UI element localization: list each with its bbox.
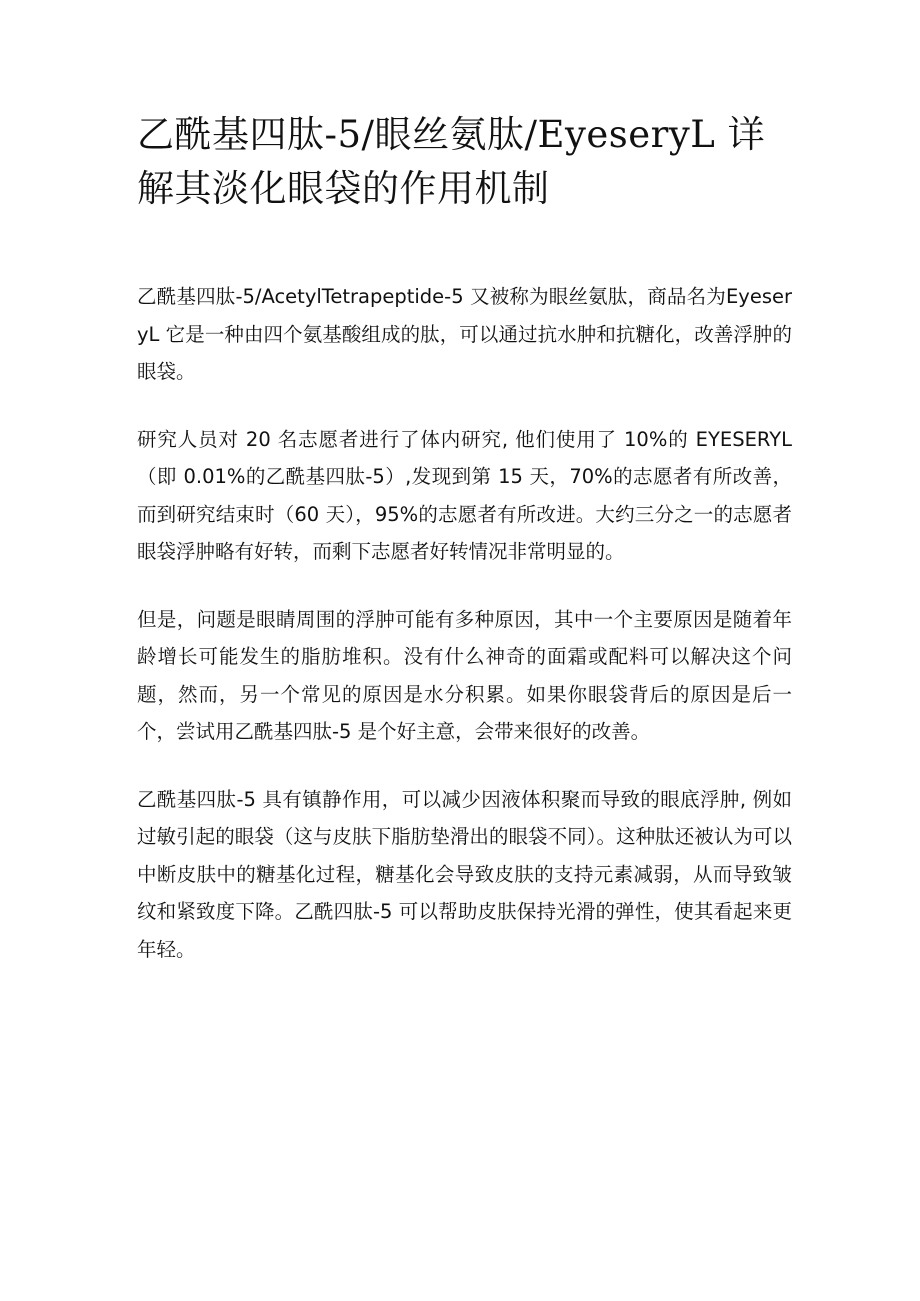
paragraph-study: 研究人员对 20 名志愿者进行了体内研究, 他们使用了 10%的 EYESERYL（即 0.01%的乙酰基四肽-5）,发现到第 15 天，70%的志愿者有所改善，而到研究结束时（60 天），95%的志愿者有所改进。大约三分之一的志愿者眼袋浮肿略有好转，而剩下志愿者好转情况非常明显的。: [137, 427, 792, 563]
paragraph-mechanism: 乙酰基四肽-5 具有镇静作用，可以减少因液体积聚而导致的眼底浮肿, 例如过敏引起的眼袋（这与皮肤下脂肪垫滑出的眼袋不同）。这种肽还被认为可以中断皮肤中的糖基化过程，糖基化会导致皮肤的支持元素减弱，从而导致皱纹和紧致度下降。乙酰四肽-5 可以帮助皮肤保持光滑的弹性，使其看起来更年轻。: [137, 787, 792, 961]
document-title: 乙酰基四肽-5/眼丝氨肽/EyeseryL 详解其淡化眼袋的作用机制: [137, 113, 766, 210]
paragraph-intro: 乙酰基四肽-5/AcetylTetrapeptide-5 又被称为眼丝氨肽，商品名为EyeseryL 它是一种由四个氨基酸组成的肽，可以通过抗水肿和抗糖化，改善浮肿的眼袋。: [137, 285, 792, 383]
paragraph-causes: 但是，问题是眼睛周围的浮肿可能有多种原因，其中一个主要原因是随着年龄增长可能发生的脂肪堆积。没有什么神奇的面霜或配料可以解决这个问题，然而，另一个常见的原因是水分积累。如果你眼袋背后的原因是后一个，尝试用乙酰基四肽-5 是个好主意，会带来很好的改善。: [137, 607, 792, 743]
document-body: [137, 278, 792, 994]
